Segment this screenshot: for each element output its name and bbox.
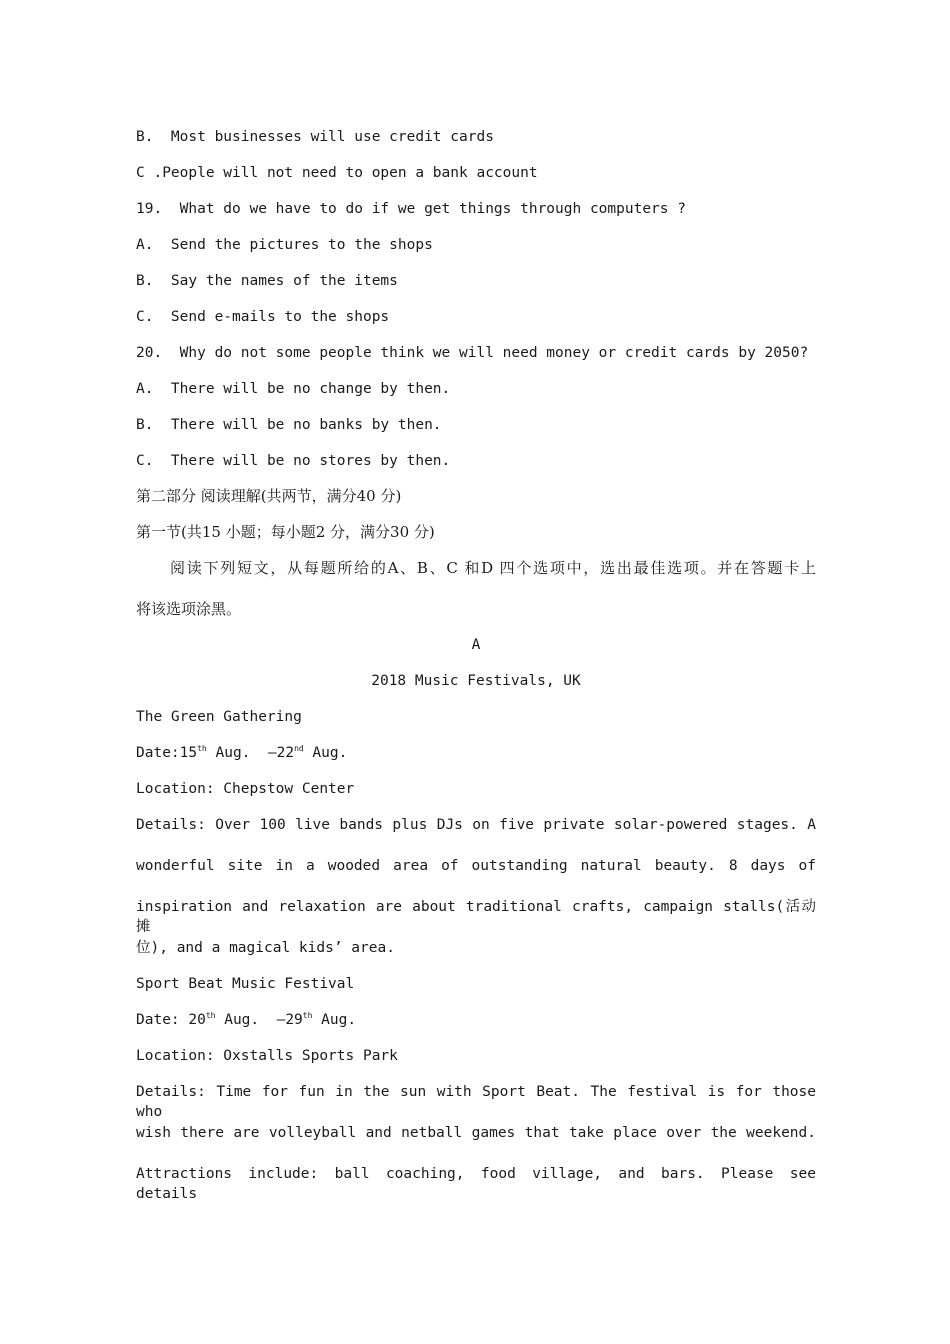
ordinal-suffix: nd [294, 744, 304, 753]
question-18-option-b: B. Most businesses will use credit cards [136, 129, 494, 145]
question-18-option-c: C .People will not need to open a bank account [136, 165, 538, 181]
festival-1-location: Location: Chepstow Center [136, 781, 355, 797]
festival-1-details-line-4: 位), and a magical kids’ area. [136, 940, 395, 956]
ordinal-suffix: th [205, 1011, 216, 1020]
festival-2-details-line-2: wish there are volleyball and netball games that take place over the weekend. [136, 1125, 816, 1141]
passage-letter: A [471, 637, 481, 653]
festival-2-date-start: Date: 20 [136, 1012, 206, 1028]
festival-2-details-line-1: Details: Time for fun in the sun with Sport Beat. The festival is for those who [136, 1084, 816, 1120]
festival-1-date-start: Date:15 [136, 745, 198, 761]
festival-2-name: Sport Beat Music Festival [136, 976, 355, 992]
festival-1-date-month: Aug. [303, 745, 348, 761]
festival-1-details-line-3: inspiration and relaxation are about traditional crafts, campaign stalls(活动摊 [136, 899, 816, 935]
festival-2-details-line-3: Attractions include: ball coaching, food village, and bars. Please see details [136, 1166, 816, 1202]
ordinal-suffix: th [197, 744, 207, 753]
question-19-option-b: B. Say the names of the items [136, 273, 398, 289]
festival-1-name: The Green Gathering [136, 709, 302, 725]
festival-2-location: Location: Oxstalls Sports Park [136, 1048, 398, 1064]
festival-2-date [136, 1010, 816, 1030]
question-20: 20. Why do not some people think we will need money or credit cards by 2050? [136, 345, 809, 361]
festival-1-details-line-2: wonderful site in a wooded area of outstanding natural beauty. 8 days of [136, 858, 816, 874]
question-20-option-b: B. There will be no banks by then. [136, 417, 442, 433]
instruction-line-1: 阅读下列短文，从每题所给的A、B、C 和D 四个选项中，选出最佳选项。并在答题卡上 [170, 559, 816, 577]
question-19-option-a: A. Send the pictures to the shops [136, 237, 433, 253]
passage-title: 2018 Music Festivals, UK [371, 673, 581, 689]
festival-2-date-month: Aug. [312, 1012, 357, 1028]
question-20-option-c: C. There will be no stores by then. [136, 453, 451, 469]
question-20-option-a: A. There will be no change by then. [136, 381, 451, 397]
festival-1-details-line-1: Details: Over 100 live bands plus DJs on five private solar-powered stages. A [136, 817, 816, 833]
festival-1-date [136, 743, 816, 763]
question-19: 19. What do we have to do if we get things through computers ? [136, 201, 686, 217]
part-two-heading: 第二部分 阅读理解(共两节，满分40 分) [136, 487, 402, 505]
question-19-option-c: C. Send e-mails to the shops [136, 309, 390, 325]
ordinal-suffix: th [302, 1011, 313, 1020]
festival-2-date-end: Aug. —29 [215, 1012, 303, 1028]
instruction-line-2: 将该选项涂黑。 [136, 600, 242, 618]
festival-1-date-end: Aug. —22 [206, 745, 295, 761]
section-one-heading: 第一节(共15 小题；每小题2 分，满分30 分) [136, 523, 435, 541]
